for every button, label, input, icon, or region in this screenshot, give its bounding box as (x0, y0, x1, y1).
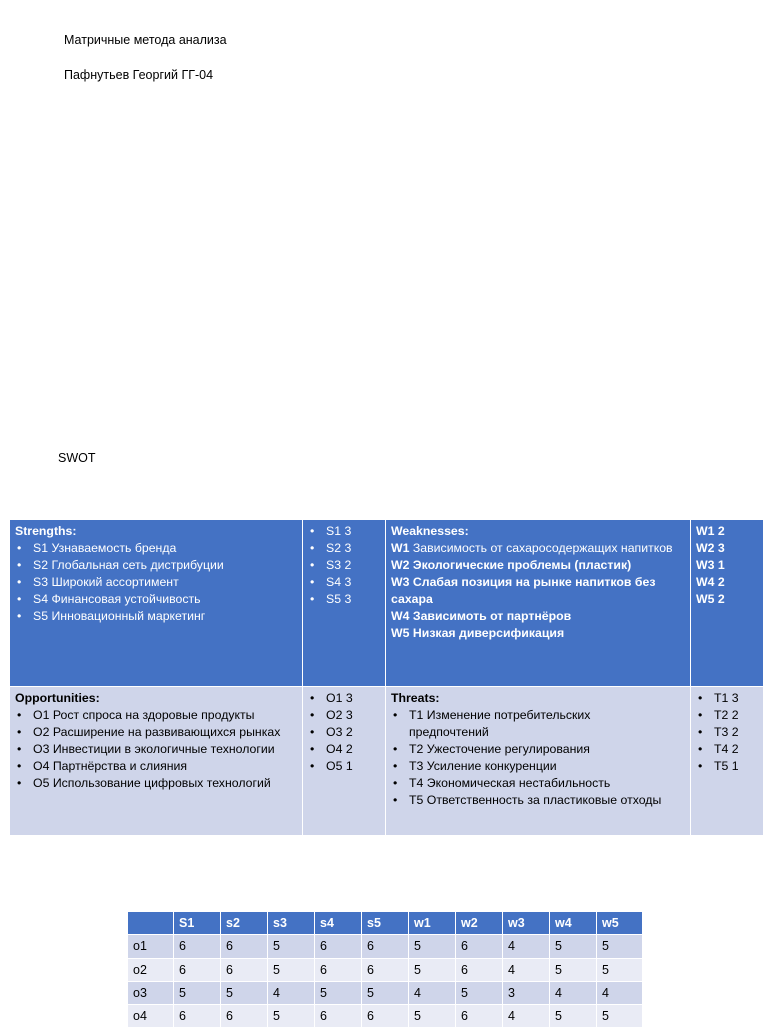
matrix-cell: 4 (503, 935, 550, 958)
matrix-cell: 5 (409, 935, 456, 958)
threat-item: • T5 Ответственность за пластиковые отходы (391, 792, 685, 809)
weakness-text: Экологические проблемы (пластик) (412, 558, 632, 572)
matrix-row-header: o2 (128, 958, 174, 981)
matrix-cell: 5 (268, 1005, 315, 1028)
strengths-scores-cell (303, 520, 386, 687)
threat-score: • T1 3 (696, 690, 758, 707)
weakness-text: Низкая диверсификация (412, 626, 565, 640)
weakness-score: W3 1 (696, 558, 725, 572)
weakness-code: W1 (391, 541, 410, 555)
weakness-score: W2 3 (696, 541, 725, 555)
threats-scores-cell (691, 687, 764, 836)
strength-score: • S2 3 (308, 540, 380, 557)
opportunity-item: • O3 Инвестиции в экологичные технологии (15, 741, 297, 758)
swot-heading: SWOT (58, 451, 96, 465)
matrix-column-header: s5 (362, 912, 409, 935)
matrix-cell: 6 (456, 958, 503, 981)
opportunities-list (15, 707, 297, 792)
opportunity-item: • O1 Рост спроса на здоровые продукты (15, 707, 297, 724)
weaknesses-header: Weaknesses: (391, 524, 469, 538)
matrix-cell: 6 (221, 1005, 268, 1028)
threat-item: • T2 Ужесточение регулирования (391, 741, 685, 758)
matrix-cell: 5 (268, 935, 315, 958)
matrix-cell: 5 (268, 958, 315, 981)
document-author: Пафнутьев Георгий ГГ-04 (64, 68, 214, 82)
weakness-code: W2 (391, 558, 410, 572)
matrix-cell: 5 (597, 958, 643, 981)
threat-item: • T4 Экономическая нестабильность (391, 775, 685, 792)
matrix-cell: 6 (456, 1005, 503, 1028)
opportunity-score: • O2 3 (308, 707, 380, 724)
matrix-cell: 5 (221, 981, 268, 1004)
matrix-column-header: w4 (550, 912, 597, 935)
strength-item: • S1 Узнаваемость бренда (15, 540, 297, 557)
strength-score: • S1 3 (308, 523, 380, 540)
matrix-cell: 5 (550, 958, 597, 981)
matrix-column-header: w1 (409, 912, 456, 935)
table-row (128, 1005, 643, 1028)
strength-item: • S3 Широкий ассортимент (15, 574, 297, 591)
matrix-cell: 6 (362, 935, 409, 958)
matrix-cell: 4 (550, 981, 597, 1004)
matrix-column-header: w5 (597, 912, 643, 935)
strengths-list (15, 540, 297, 625)
matrix-cell: 4 (409, 981, 456, 1004)
table-row (128, 958, 643, 981)
matrix-column-header: w2 (456, 912, 503, 935)
matrix-cell: 5 (456, 981, 503, 1004)
threat-item: • T3 Усиление конкуренции (391, 758, 685, 775)
strengths-scores (308, 523, 380, 608)
matrix-cell: 3 (503, 981, 550, 1004)
threats-cell (386, 687, 691, 836)
strength-item: • S2 Глобальная сеть дистрибуции (15, 557, 297, 574)
threat-item: • T1 Изменение потребительских предпочтений (391, 707, 685, 741)
strengths-header: Strengths: (15, 524, 77, 538)
matrix-cell: 6 (315, 935, 362, 958)
matrix-cell: 5 (315, 981, 362, 1004)
weakness-code: W3 (391, 575, 410, 589)
matrix-row-header: o4 (128, 1005, 174, 1028)
strength-item: • S4 Финансовая устойчивость (15, 591, 297, 608)
swot-table (10, 520, 764, 836)
matrix-cell: 4 (268, 981, 315, 1004)
threat-score: • T4 2 (696, 741, 758, 758)
weakness-item (391, 608, 685, 625)
weakness-item (391, 625, 685, 642)
threats-list (391, 707, 685, 809)
matrix-cell: 5 (550, 935, 597, 958)
strength-score: • S4 3 (308, 574, 380, 591)
matrix-cell: 5 (597, 1005, 643, 1028)
matrix-column-header: S1 (174, 912, 221, 935)
document-title: Матричные метода анализа (64, 33, 227, 47)
threats-header: Threats: (391, 691, 440, 705)
table-row (128, 981, 643, 1004)
matrix-cell: 4 (597, 981, 643, 1004)
matrix-column-header: w3 (503, 912, 550, 935)
matrix-cell: 6 (362, 1005, 409, 1028)
strengths-cell (10, 520, 303, 687)
matrix-cell: 5 (550, 1005, 597, 1028)
weakness-text: Слабая позиция на рынке напитков без сахара (391, 575, 656, 606)
matrix-cell: 6 (174, 935, 221, 958)
matrix-cell: 5 (409, 1005, 456, 1028)
matrix-cell: 6 (362, 958, 409, 981)
threat-score: • T2 2 (696, 707, 758, 724)
matrix-cell: 4 (503, 1005, 550, 1028)
matrix-cell: 5 (174, 981, 221, 1004)
opportunities-cell (10, 687, 303, 836)
weaknesses-cell (386, 520, 691, 687)
strength-score: • S3 2 (308, 557, 380, 574)
matrix-cell: 6 (221, 958, 268, 981)
matrix-cell: 6 (315, 1005, 362, 1028)
opportunity-item: • O4 Партнёрства и слияния (15, 758, 297, 775)
weakness-item (391, 574, 685, 608)
weakness-text: Зависимость от сахаросодержащих напитков (412, 541, 673, 555)
matrix-cell: 5 (362, 981, 409, 1004)
threat-score: • T5 1 (696, 758, 758, 775)
matrix-cell: 6 (174, 958, 221, 981)
matrix-cell: 6 (456, 935, 503, 958)
matrix-row-header: o3 (128, 981, 174, 1004)
swot-matrix-table (127, 911, 643, 1028)
opportunities-scores-cell (303, 687, 386, 836)
weakness-score: W1 2 (696, 524, 725, 538)
threats-scores (696, 690, 758, 775)
opportunity-item: • O2 Расширение на развивающихся рынках (15, 724, 297, 741)
matrix-column-header: s4 (315, 912, 362, 935)
weaknesses-scores-cell (691, 520, 764, 687)
matrix-row-header: o1 (128, 935, 174, 958)
weakness-text: Зависимоть от партнёров (412, 609, 572, 623)
matrix-cell: 5 (409, 958, 456, 981)
opportunities-scores (308, 690, 380, 775)
weakness-score: W5 2 (696, 592, 725, 606)
matrix-header-row (128, 912, 643, 935)
matrix-column-header: s3 (268, 912, 315, 935)
weakness-item (391, 540, 685, 557)
strength-score: • S5 3 (308, 591, 380, 608)
matrix-cell: 6 (174, 1005, 221, 1028)
opportunity-score: • O3 2 (308, 724, 380, 741)
weakness-code: W4 (391, 609, 410, 623)
opportunity-score: • O4 2 (308, 741, 380, 758)
threat-score: • T3 2 (696, 724, 758, 741)
strength-item: • S5 Инновационный маркетинг (15, 608, 297, 625)
matrix-column-header: s2 (221, 912, 268, 935)
matrix-corner-cell (128, 912, 174, 935)
matrix-cell: 5 (597, 935, 643, 958)
table-row (128, 935, 643, 958)
matrix-cell: 6 (315, 958, 362, 981)
weakness-score: W4 2 (696, 575, 725, 589)
opportunity-score: • O5 1 (308, 758, 380, 775)
opportunity-item: • O5 Использование цифровых технологий (15, 775, 297, 792)
opportunities-header: Opportunities: (15, 691, 100, 705)
weakness-code: W5 (391, 626, 410, 640)
matrix-cell: 6 (221, 935, 268, 958)
opportunity-score: • O1 3 (308, 690, 380, 707)
weakness-item (391, 557, 685, 574)
matrix-cell: 4 (503, 958, 550, 981)
